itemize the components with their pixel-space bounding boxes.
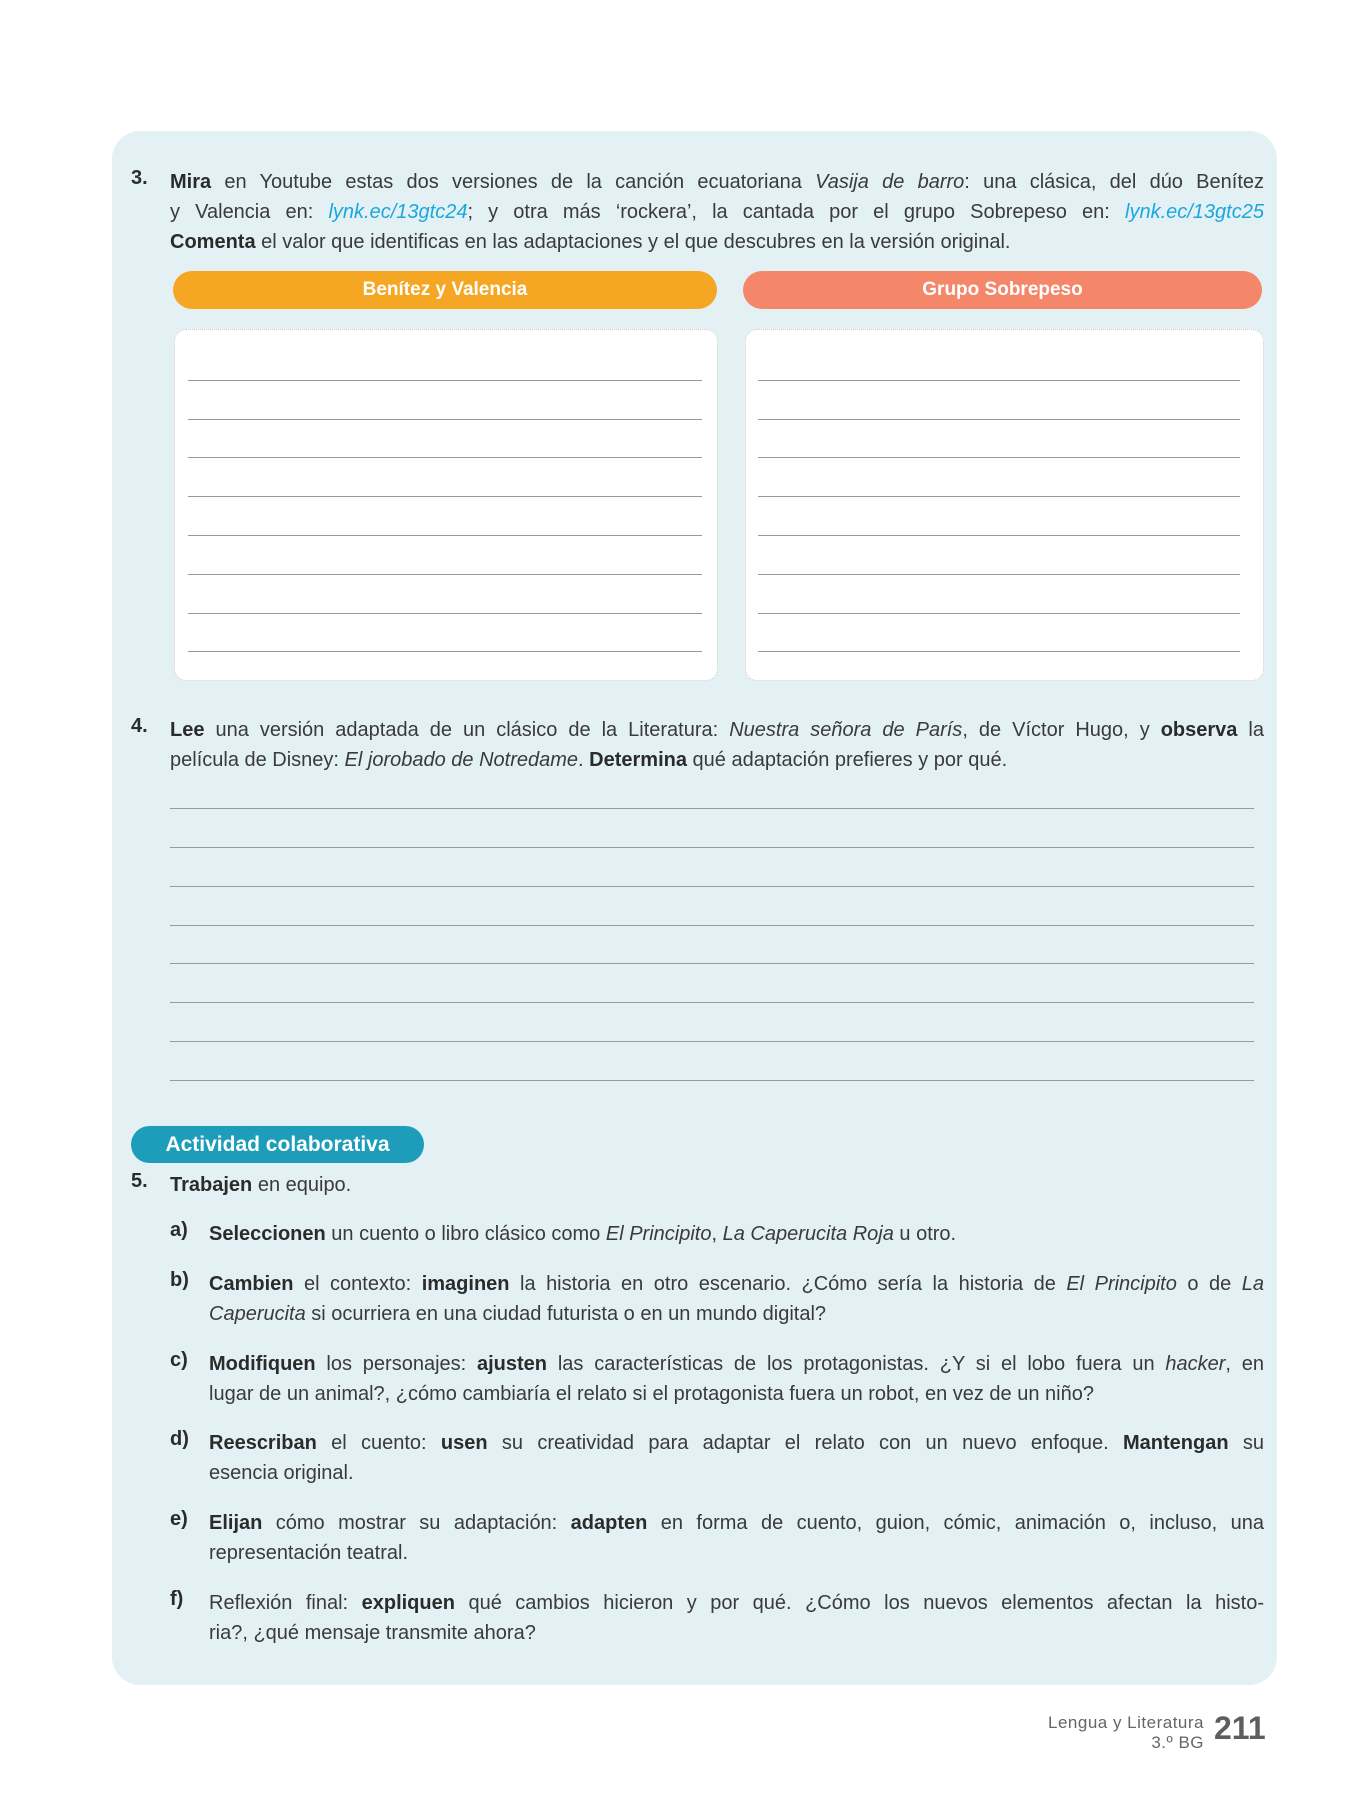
text-segment: qué cambios hicieron y por qué. ¿Cómo los nuevos elementos afectan la histo-: [454, 1592, 1264, 1614]
text-segment: , en: [1225, 1353, 1265, 1375]
text-segment: Mira: [170, 171, 212, 193]
answer-line[interactable]: [170, 808, 1254, 809]
answer-line[interactable]: [758, 535, 1240, 536]
text-segment: su: [1228, 1432, 1264, 1454]
answer-line[interactable]: [758, 457, 1240, 458]
text-segment: ajusten: [477, 1353, 548, 1375]
text-segment: en equipo.: [252, 1174, 352, 1196]
text-segment: representación teatral.: [209, 1542, 409, 1564]
answer-line[interactable]: [188, 419, 702, 420]
item-letter: c): [170, 1349, 188, 1371]
text-line: [209, 1588, 1264, 1618]
item-letter: b): [170, 1269, 189, 1291]
text-segment: , de Víctor Hugo, y: [962, 719, 1161, 741]
footer-subject: [1048, 1713, 1204, 1753]
text-segment: usen: [440, 1432, 488, 1454]
text-line: [170, 167, 1264, 197]
text-segment: película de Disney:: [170, 749, 345, 771]
text-line: [209, 1508, 1264, 1538]
item-letter: d): [170, 1428, 189, 1450]
text-segment: qué adaptación prefieres y por qué.: [686, 749, 1008, 771]
item-text: [209, 1428, 1264, 1488]
text-line: [170, 715, 1264, 745]
text-segment: Trabajen: [170, 1174, 253, 1196]
item-text: [209, 1588, 1264, 1648]
text-line: [170, 745, 1264, 775]
text-line: [209, 1299, 1264, 1329]
text-segment: el cuento:: [316, 1432, 441, 1454]
item-letter: f): [170, 1588, 184, 1610]
text-segment: Modifiquen: [209, 1353, 316, 1375]
text-segment: su creatividad para adaptar el relato con un nuevo enfoque.: [487, 1432, 1124, 1454]
link[interactable]: lynk.ec/13gtc25: [1125, 201, 1264, 223]
text-segment: imaginen: [421, 1273, 510, 1295]
answer-line[interactable]: [758, 380, 1240, 381]
text-segment: .: [578, 749, 590, 771]
text-segment: o de: [1176, 1273, 1242, 1295]
text-segment: un cuento o libro clásico como: [325, 1223, 606, 1245]
answer-line[interactable]: [170, 886, 1254, 887]
text-segment: y Valencia en:: [170, 201, 329, 223]
answer-line[interactable]: [758, 574, 1240, 575]
item-text: [209, 1269, 1264, 1329]
text-segment: Caperucita: [209, 1303, 306, 1325]
text-line: [209, 1458, 1264, 1488]
text-line: [209, 1618, 1264, 1648]
question-number: 4.: [131, 715, 148, 737]
text-segment: observa: [1160, 719, 1238, 741]
text-segment: los personajes:: [315, 1353, 477, 1375]
footer-grade: 3.º BG: [1151, 1733, 1204, 1752]
text-segment: Elijan: [209, 1512, 263, 1534]
text-segment: Mantengan: [1123, 1432, 1229, 1454]
item-text: [209, 1219, 1264, 1249]
text-segment: El Principito: [605, 1223, 712, 1245]
text-segment: Cambien: [209, 1273, 294, 1295]
page-number: 211: [1214, 1710, 1266, 1746]
question-4-text: [170, 715, 1264, 775]
item-text: [209, 1349, 1264, 1409]
item-letter: e): [170, 1508, 188, 1530]
text-segment: ; y otra más ‘rockera’, la cantada por el grupo Sobrepeso en:: [467, 201, 1125, 223]
text-segment: Reescriban: [209, 1432, 317, 1454]
text-segment: ria?, ¿qué mensaje transmite ahora?: [209, 1622, 536, 1644]
answer-box-benitez[interactable]: [174, 329, 718, 681]
answer-line[interactable]: [188, 613, 702, 614]
text-segment: el valor que identificas en las adaptaciones y el que descubres en la versión original.: [255, 231, 1011, 253]
text-segment: el contexto:: [293, 1273, 422, 1295]
text-line: [209, 1219, 1264, 1249]
answer-line[interactable]: [758, 419, 1240, 420]
activity-badge: Actividad colaborativa: [131, 1126, 424, 1163]
text-segment: si ocurriera en una ciudad futurista o en un mundo digital?: [305, 1303, 827, 1325]
text-line: [170, 227, 1264, 257]
answer-line[interactable]: [170, 1002, 1254, 1003]
text-segment: lugar de un animal?, ¿cómo cambiaría el relato si el protagonista fuera un robot, en vez de un niño?: [209, 1383, 1094, 1405]
question-5-text: [170, 1170, 1264, 1200]
text-segment: una versión adaptada de un clásico de la Literatura:: [204, 719, 730, 741]
text-line: [209, 1269, 1264, 1299]
text-line: [209, 1538, 1264, 1568]
text-segment: la: [1237, 719, 1265, 741]
answer-box-sobrepeso[interactable]: [745, 329, 1264, 681]
text-line: [209, 1379, 1264, 1409]
question-number: 3.: [131, 167, 148, 189]
text-segment: La: [1241, 1273, 1264, 1295]
text-segment: la historia en otro escenario. ¿Cómo sería la historia de: [509, 1273, 1067, 1295]
answer-line[interactable]: [188, 457, 702, 458]
header-grupo-sobrepeso: Grupo Sobrepeso: [743, 271, 1262, 309]
text-segment: esencia original.: [209, 1462, 354, 1484]
text-line: [209, 1428, 1264, 1458]
text-segment: Seleccionen: [209, 1223, 326, 1245]
answer-line[interactable]: [188, 535, 702, 536]
answer-line[interactable]: [170, 925, 1254, 926]
answer-line[interactable]: [188, 574, 702, 575]
text-line: [209, 1349, 1264, 1379]
text-line: [170, 1170, 1264, 1200]
text-segment: u otro.: [893, 1223, 957, 1245]
answer-line[interactable]: [188, 651, 702, 652]
text-segment: Vasija de barro: [815, 171, 965, 193]
text-segment: ,: [711, 1223, 723, 1245]
answer-line[interactable]: [170, 1041, 1254, 1042]
text-segment: en forma de cuento, guion, cómic, animación o, incluso, una: [647, 1512, 1264, 1534]
answer-line[interactable]: [170, 1080, 1254, 1081]
footer-subject-name: Lengua y Literatura: [1048, 1713, 1204, 1732]
answer-line[interactable]: [170, 963, 1254, 964]
answer-line[interactable]: [188, 380, 702, 381]
answer-line[interactable]: [170, 847, 1254, 848]
text-segment: Determina: [589, 749, 687, 771]
text-segment: Nuestra señora de París: [729, 719, 963, 741]
text-segment: Comenta: [170, 231, 256, 253]
question-3-text: [170, 167, 1264, 257]
text-segment: Lee: [170, 719, 205, 741]
answer-line[interactable]: [758, 613, 1240, 614]
text-segment: : una clásica, del dúo Benítez: [964, 171, 1265, 193]
text-segment: La Caperucita Roja: [722, 1223, 894, 1245]
text-segment: El Principito: [1066, 1273, 1177, 1295]
text-segment: las características de los protagonistas. ¿Y si el lobo fuera un: [547, 1353, 1166, 1375]
text-segment: cómo mostrar su adaptación:: [262, 1512, 571, 1534]
text-segment: Reflexión final:: [209, 1592, 362, 1614]
text-segment: El jorobado de Notredame: [344, 749, 579, 771]
text-segment: hacker: [1165, 1353, 1226, 1375]
answer-line[interactable]: [758, 496, 1240, 497]
question-number: 5.: [131, 1170, 148, 1192]
answer-line[interactable]: [758, 651, 1240, 652]
text-segment: expliquen: [361, 1592, 455, 1614]
text-segment: adapten: [570, 1512, 648, 1534]
link[interactable]: lynk.ec/13gtc24: [328, 201, 468, 223]
text-line: [170, 197, 1264, 227]
text-segment: en Youtube estas dos versiones de la canción ecuatoriana: [211, 171, 816, 193]
item-letter: a): [170, 1219, 188, 1241]
item-text: [209, 1508, 1264, 1568]
answer-line[interactable]: [188, 496, 702, 497]
header-benitez-valencia: Benítez y Valencia: [173, 271, 717, 309]
